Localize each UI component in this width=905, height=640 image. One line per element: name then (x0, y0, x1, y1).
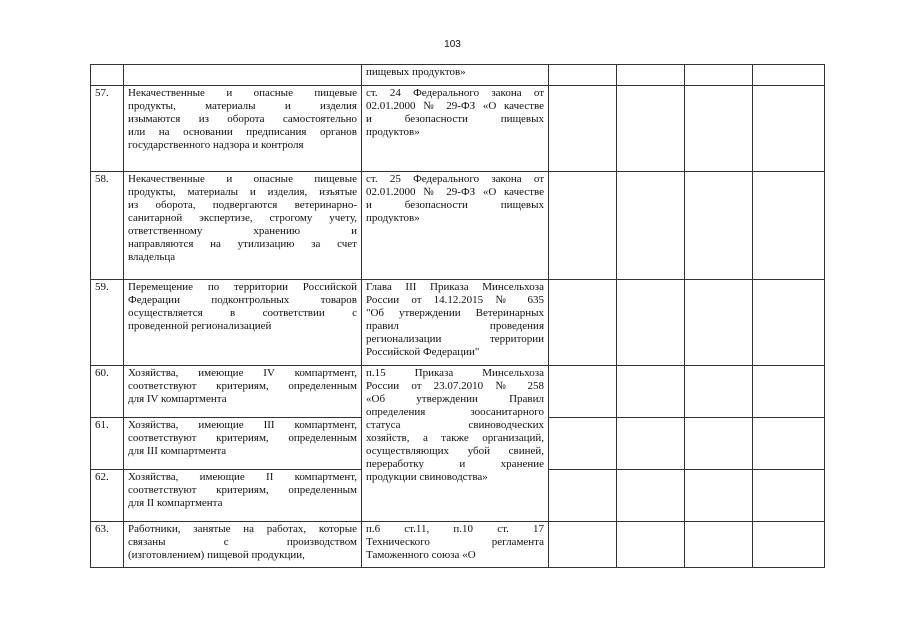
legal-basis-cell (362, 366, 549, 522)
text-line: п.15 Приказа Минсельхоза (366, 367, 544, 379)
text-line: для III компартмента (128, 445, 227, 457)
text-line: Хозяйства, имеющие II компартмент, (128, 471, 357, 483)
legal-basis-cell (362, 65, 549, 86)
empty-cell (617, 522, 685, 568)
text-line: статуса свиноводческих (366, 419, 544, 431)
text-line: Таможенного союза «О (366, 549, 476, 561)
empty-cell (617, 172, 685, 280)
legal-basis-cell (362, 522, 549, 568)
text-line: осуществляющих убой свиней, (366, 445, 544, 457)
table-row (91, 522, 825, 568)
text-line: России от 23.07.2010 № 258 (366, 380, 544, 392)
text-line: «Об утверждении Правил (366, 393, 544, 405)
text-line: соответствуют критериям, определенным (128, 484, 357, 496)
text-line: направляются на утилизацию за счет (128, 238, 357, 250)
empty-cell (685, 418, 753, 470)
empty-cell (753, 522, 825, 568)
requirement-cell (124, 280, 362, 366)
requirement-cell (124, 172, 362, 280)
text-line: и безопасности пищевых (366, 113, 544, 125)
text-line: Федерации подконтрольных товаров (128, 294, 357, 306)
legal-basis-cell (362, 172, 549, 280)
text-line: ст. 25 Федерального закона от (366, 173, 544, 185)
requirement-cell (124, 470, 362, 522)
requirement-cell (124, 86, 362, 172)
text-line: "Об утверждении Ветеринарных (366, 307, 544, 319)
row-number-cell (91, 65, 124, 86)
row-number-cell: 61. (91, 418, 124, 470)
text-line: Некачественные и опасные пищевые (128, 173, 357, 185)
row-number-cell: 60. (91, 366, 124, 418)
row-number-cell: 57. (91, 86, 124, 172)
text-line: России от 14.12.2015 № 635 (366, 294, 544, 306)
empty-cell (617, 366, 685, 418)
table-row (91, 65, 825, 86)
text-line: продуктов» (366, 126, 420, 138)
text-line: Хозяйства, имеющие III компартмент, (128, 419, 357, 431)
empty-cell (549, 172, 617, 280)
text-line: владельца (128, 251, 176, 263)
row-number-cell: 58. (91, 172, 124, 280)
text-line: пищевых продуктов» (366, 66, 466, 78)
empty-cell (685, 522, 753, 568)
empty-cell (685, 86, 753, 172)
empty-cell (753, 86, 825, 172)
text-line: продуктов» (366, 212, 420, 224)
text-line: 02.01.2000 № 29-ФЗ «О качестве (366, 100, 544, 112)
table-row (91, 86, 825, 172)
text-line: из оборота, подвергаются ветеринарно- (128, 199, 357, 211)
table-row (91, 366, 825, 418)
empty-cell (617, 65, 685, 86)
row-number-cell: 63. (91, 522, 124, 568)
empty-cell (685, 65, 753, 86)
text-line: или на основании предписания органов (128, 126, 357, 138)
legal-basis-cell (362, 86, 549, 172)
legal-basis-cell (362, 280, 549, 366)
requirements-table (90, 64, 825, 568)
text-line: Хозяйства, имеющие IV компартмент, (128, 367, 357, 379)
text-line: Некачественные и опасные пищевые (128, 87, 357, 99)
table-row (91, 172, 825, 280)
text-line: 02.01.2000 № 29-ФЗ «О качестве (366, 186, 544, 198)
text-line: связаны с производством (128, 536, 357, 548)
empty-cell (753, 65, 825, 86)
text-line: продукты, материалы и изделия, изъятые (128, 186, 357, 198)
text-line: ст. 24 Федерального закона от (366, 87, 544, 99)
empty-cell (549, 86, 617, 172)
empty-cell (617, 418, 685, 470)
empty-cell (685, 366, 753, 418)
text-line: Российской Федерации" (366, 346, 480, 358)
text-line: для IV компартмента (128, 393, 227, 405)
empty-cell (753, 366, 825, 418)
empty-cell (685, 470, 753, 522)
requirement-cell (124, 418, 362, 470)
text-line: (изготовлением) пищевой продукции, (128, 549, 305, 561)
empty-cell (549, 280, 617, 366)
row-number-cell: 62. (91, 470, 124, 522)
empty-cell (753, 418, 825, 470)
text-line: определения зоосанитарного (366, 406, 544, 418)
empty-cell (549, 418, 617, 470)
requirement-cell (124, 65, 362, 86)
requirement-cell (124, 366, 362, 418)
text-line: Перемещение по территории Российской (128, 281, 357, 293)
empty-cell (753, 172, 825, 280)
empty-cell (753, 470, 825, 522)
text-line: и безопасности пищевых (366, 199, 544, 211)
text-line: правил проведения (366, 320, 544, 332)
empty-cell (685, 172, 753, 280)
text-line: ответственному хранению и (128, 225, 357, 237)
empty-cell (685, 280, 753, 366)
text-line: изымаются из оборота самостоятельно (128, 113, 357, 125)
text-line: соответствуют критериям, определенным (128, 432, 357, 444)
text-line: осуществляется в соответствии с (128, 307, 357, 319)
text-line: соответствуют критериям, определенным (128, 380, 357, 392)
page-number: 103 (444, 39, 461, 50)
text-line: продукты, материалы и изделия (128, 100, 357, 112)
text-line: переработку и хранение (366, 458, 544, 470)
requirement-cell (124, 522, 362, 568)
text-line: Глава III Приказа Минсельхоза (366, 281, 544, 293)
empty-cell (549, 470, 617, 522)
empty-cell (617, 86, 685, 172)
text-line: Работники, занятые на работах, которые (128, 523, 357, 535)
empty-cell (617, 470, 685, 522)
empty-cell (549, 366, 617, 418)
empty-cell (617, 280, 685, 366)
row-number-cell: 59. (91, 280, 124, 366)
text-line: Технического регламента (366, 536, 544, 548)
text-line: хозяйств, а также организаций, (366, 432, 544, 444)
empty-cell (549, 522, 617, 568)
empty-cell (753, 280, 825, 366)
table-row (91, 280, 825, 366)
text-line: санитарной экспертизе, строгому учету, (128, 212, 357, 224)
text-line: п.6 ст.11, п.10 ст. 17 (366, 523, 544, 535)
text-line: продукции свиноводства» (366, 471, 488, 483)
empty-cell (549, 65, 617, 86)
text-line: регионализации территории (366, 333, 544, 345)
text-line: для II компартмента (128, 497, 223, 509)
text-line: государственного надзора и контроля (128, 139, 304, 151)
text-line: проведенной регионализацией (128, 320, 272, 332)
